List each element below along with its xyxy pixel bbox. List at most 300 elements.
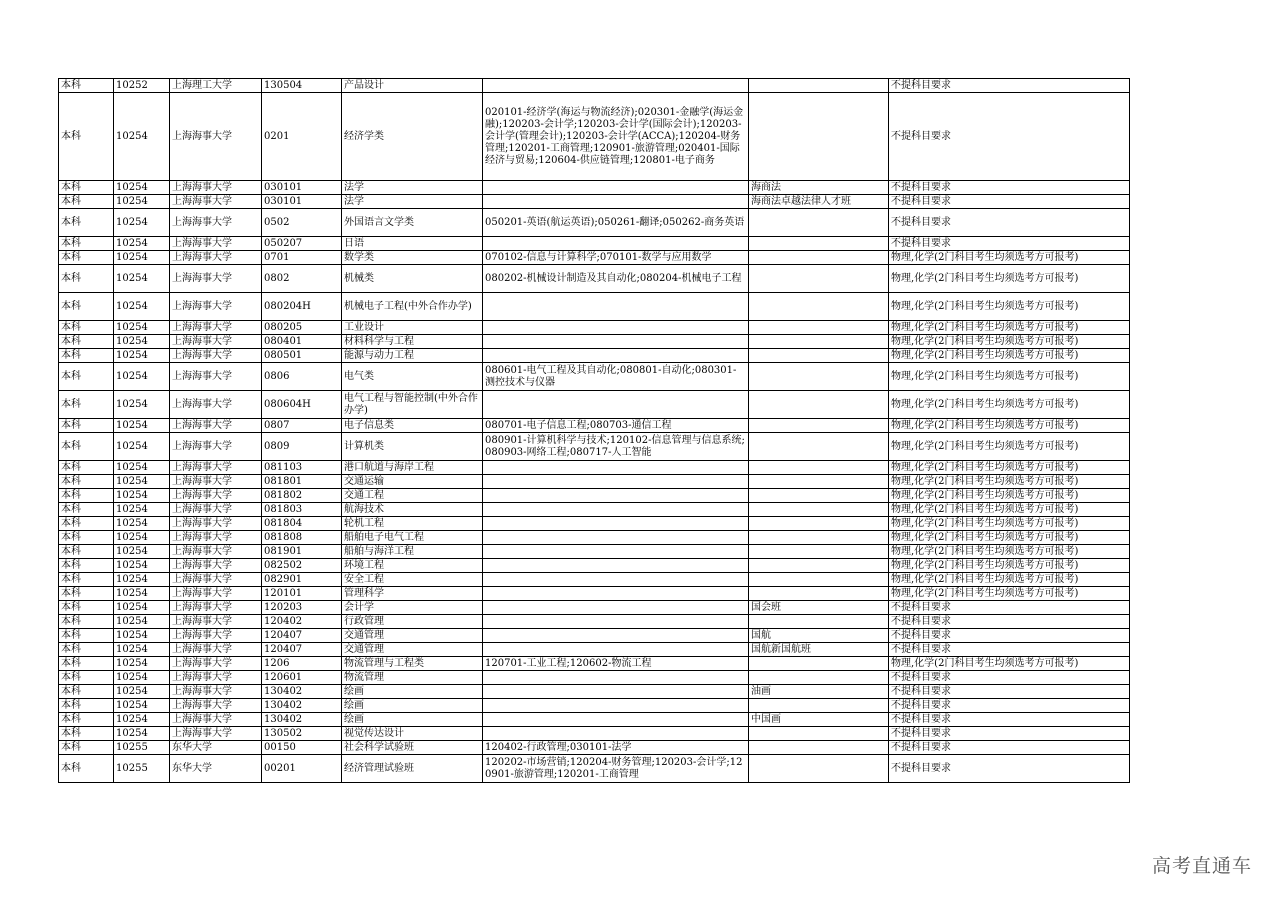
cell-remark bbox=[749, 237, 889, 251]
cell-major-code: 130402 bbox=[262, 713, 342, 727]
cell-remark bbox=[749, 545, 889, 559]
cell-major-code: 030101 bbox=[262, 195, 342, 209]
cell-major-name: 会计学 bbox=[342, 601, 483, 615]
cell-school-name: 上海海事大学 bbox=[170, 587, 262, 601]
cell-major-name: 计算机类 bbox=[342, 433, 483, 461]
cell-major-name: 机械类 bbox=[342, 265, 483, 293]
table-row bbox=[59, 433, 1130, 461]
cell-major-name: 能源与动力工程 bbox=[342, 349, 483, 363]
table-row bbox=[59, 293, 1130, 321]
cell-included-majors bbox=[483, 699, 749, 713]
cell-included-majors: 080601-电气工程及其自动化;080801-自动化;080301-测控技术与仪器 bbox=[483, 363, 749, 391]
table-row bbox=[59, 629, 1130, 643]
table-row bbox=[59, 699, 1130, 713]
table-row bbox=[59, 671, 1130, 685]
cell-school-name: 上海海事大学 bbox=[170, 671, 262, 685]
cell-major-code: 081808 bbox=[262, 531, 342, 545]
cell-included-majors bbox=[483, 601, 749, 615]
cell-school-name: 上海海事大学 bbox=[170, 391, 262, 419]
cell-major-code: 120402 bbox=[262, 615, 342, 629]
cell-major-name: 机械电子工程(中外合作办学) bbox=[342, 293, 483, 321]
cell-level: 本科 bbox=[59, 335, 114, 349]
cell-school-code: 10254 bbox=[114, 209, 170, 237]
cell-major-code: 080401 bbox=[262, 335, 342, 349]
table-row bbox=[59, 657, 1130, 671]
cell-subject-requirement: 不提科目要求 bbox=[889, 181, 1130, 195]
cell-major-code: 0806 bbox=[262, 363, 342, 391]
cell-major-name: 视觉传达设计 bbox=[342, 727, 483, 741]
cell-major-name: 社会科学试验班 bbox=[342, 741, 483, 755]
cell-school-code: 10254 bbox=[114, 433, 170, 461]
cell-subject-requirement: 不提科目要求 bbox=[889, 671, 1130, 685]
table-row bbox=[59, 741, 1130, 755]
cell-remark bbox=[749, 363, 889, 391]
table-row bbox=[59, 335, 1130, 349]
cell-major-code: 081804 bbox=[262, 517, 342, 531]
cell-subject-requirement: 物理,化学(2门科目考生均须选考方可报考) bbox=[889, 419, 1130, 433]
cell-subject-requirement: 不提科目要求 bbox=[889, 741, 1130, 755]
cell-included-majors bbox=[483, 181, 749, 195]
cell-remark bbox=[749, 265, 889, 293]
cell-school-code: 10254 bbox=[114, 713, 170, 727]
cell-subject-requirement: 不提科目要求 bbox=[889, 615, 1130, 629]
cell-school-code: 10254 bbox=[114, 545, 170, 559]
cell-included-majors bbox=[483, 293, 749, 321]
table-row bbox=[59, 419, 1130, 433]
cell-subject-requirement: 不提科目要求 bbox=[889, 209, 1130, 237]
cell-school-code: 10254 bbox=[114, 93, 170, 181]
cell-included-majors bbox=[483, 349, 749, 363]
cell-level: 本科 bbox=[59, 391, 114, 419]
cell-school-name: 上海海事大学 bbox=[170, 181, 262, 195]
cell-level: 本科 bbox=[59, 363, 114, 391]
table-row bbox=[59, 181, 1130, 195]
cell-school-name: 上海海事大学 bbox=[170, 293, 262, 321]
cell-remark bbox=[749, 209, 889, 237]
cell-school-code: 10254 bbox=[114, 251, 170, 265]
cell-major-name: 绘画 bbox=[342, 699, 483, 713]
table-row bbox=[59, 195, 1130, 209]
cell-school-code: 10254 bbox=[114, 657, 170, 671]
cell-major-name: 物流管理 bbox=[342, 671, 483, 685]
cell-major-code: 130502 bbox=[262, 727, 342, 741]
cell-school-code: 10254 bbox=[114, 503, 170, 517]
cell-school-code: 10254 bbox=[114, 265, 170, 293]
cell-remark bbox=[749, 573, 889, 587]
cell-school-code: 10254 bbox=[114, 615, 170, 629]
cell-school-name: 上海海事大学 bbox=[170, 251, 262, 265]
cell-major-code: 081802 bbox=[262, 489, 342, 503]
table-row bbox=[59, 209, 1130, 237]
table-row bbox=[59, 475, 1130, 489]
cell-school-name: 上海理工大学 bbox=[170, 79, 262, 93]
cell-included-majors bbox=[483, 587, 749, 601]
cell-remark bbox=[749, 587, 889, 601]
cell-included-majors: 120701-工业工程;120602-物流工程 bbox=[483, 657, 749, 671]
cell-level: 本科 bbox=[59, 489, 114, 503]
cell-subject-requirement: 不提科目要求 bbox=[889, 643, 1130, 657]
cell-major-name: 经济学类 bbox=[342, 93, 483, 181]
table-row bbox=[59, 643, 1130, 657]
cell-school-name: 上海海事大学 bbox=[170, 363, 262, 391]
cell-level: 本科 bbox=[59, 545, 114, 559]
cell-remark bbox=[749, 657, 889, 671]
cell-major-code: 130504 bbox=[262, 79, 342, 93]
cell-school-name: 上海海事大学 bbox=[170, 657, 262, 671]
cell-subject-requirement: 物理,化学(2门科目考生均须选考方可报考) bbox=[889, 433, 1130, 461]
cell-included-majors bbox=[483, 531, 749, 545]
cell-school-code: 10254 bbox=[114, 293, 170, 321]
cell-major-code: 130402 bbox=[262, 699, 342, 713]
cell-subject-requirement: 物理,化学(2门科目考生均须选考方可报考) bbox=[889, 559, 1130, 573]
cell-school-code: 10254 bbox=[114, 587, 170, 601]
cell-remark: 油画 bbox=[749, 685, 889, 699]
cell-subject-requirement: 不提科目要求 bbox=[889, 727, 1130, 741]
cell-major-name: 工业设计 bbox=[342, 321, 483, 335]
cell-included-majors bbox=[483, 321, 749, 335]
cell-subject-requirement: 物理,化学(2门科目考生均须选考方可报考) bbox=[889, 321, 1130, 335]
cell-school-name: 上海海事大学 bbox=[170, 685, 262, 699]
cell-included-majors: 050201-英语(航运英语);050261-翻译;050262-商务英语 bbox=[483, 209, 749, 237]
cell-subject-requirement: 物理,化学(2门科目考生均须选考方可报考) bbox=[889, 657, 1130, 671]
cell-included-majors bbox=[483, 671, 749, 685]
cell-subject-requirement: 不提科目要求 bbox=[889, 713, 1130, 727]
cell-included-majors: 120202-市场营销;120204-财务管理;120203-会计学;120901-旅游管理;120201-工商管理 bbox=[483, 755, 749, 783]
cell-subject-requirement: 不提科目要求 bbox=[889, 685, 1130, 699]
cell-school-name: 上海海事大学 bbox=[170, 419, 262, 433]
cell-school-name: 上海海事大学 bbox=[170, 643, 262, 657]
cell-school-name: 上海海事大学 bbox=[170, 545, 262, 559]
cell-major-code: 130402 bbox=[262, 685, 342, 699]
cell-included-majors bbox=[483, 237, 749, 251]
cell-school-name: 上海海事大学 bbox=[170, 727, 262, 741]
cell-subject-requirement: 物理,化学(2门科目考生均须选考方可报考) bbox=[889, 587, 1130, 601]
cell-included-majors bbox=[483, 643, 749, 657]
cell-major-code: 081901 bbox=[262, 545, 342, 559]
cell-remark bbox=[749, 727, 889, 741]
cell-remark bbox=[749, 615, 889, 629]
cell-included-majors bbox=[483, 517, 749, 531]
cell-remark: 国会班 bbox=[749, 601, 889, 615]
table-row bbox=[59, 685, 1130, 699]
cell-major-name: 经济管理试验班 bbox=[342, 755, 483, 783]
cell-school-name: 上海海事大学 bbox=[170, 489, 262, 503]
cell-level: 本科 bbox=[59, 237, 114, 251]
cell-major-name: 航海技术 bbox=[342, 503, 483, 517]
cell-level: 本科 bbox=[59, 349, 114, 363]
table-row bbox=[59, 79, 1130, 93]
cell-remark: 海商法 bbox=[749, 181, 889, 195]
cell-school-name: 东华大学 bbox=[170, 755, 262, 783]
cell-level: 本科 bbox=[59, 559, 114, 573]
table-row bbox=[59, 251, 1130, 265]
cell-subject-requirement: 物理,化学(2门科目考生均须选考方可报考) bbox=[889, 545, 1130, 559]
cell-major-name: 交通管理 bbox=[342, 629, 483, 643]
cell-subject-requirement: 不提科目要求 bbox=[889, 195, 1130, 209]
cell-level: 本科 bbox=[59, 93, 114, 181]
cell-school-name: 东华大学 bbox=[170, 741, 262, 755]
cell-level: 本科 bbox=[59, 657, 114, 671]
cell-school-name: 上海海事大学 bbox=[170, 531, 262, 545]
cell-school-code: 10254 bbox=[114, 363, 170, 391]
cell-major-name: 安全工程 bbox=[342, 573, 483, 587]
cell-major-name: 材料科学与工程 bbox=[342, 335, 483, 349]
table-row bbox=[59, 545, 1130, 559]
cell-included-majors bbox=[483, 475, 749, 489]
cell-subject-requirement: 不提科目要求 bbox=[889, 629, 1130, 643]
cell-school-code: 10254 bbox=[114, 629, 170, 643]
cell-major-code: 0802 bbox=[262, 265, 342, 293]
cell-major-code: 120601 bbox=[262, 671, 342, 685]
cell-remark bbox=[749, 433, 889, 461]
cell-school-code: 10254 bbox=[114, 349, 170, 363]
cell-included-majors bbox=[483, 629, 749, 643]
cell-subject-requirement: 不提科目要求 bbox=[889, 93, 1130, 181]
cell-subject-requirement: 物理,化学(2门科目考生均须选考方可报考) bbox=[889, 349, 1130, 363]
cell-school-name: 上海海事大学 bbox=[170, 209, 262, 237]
cell-remark bbox=[749, 671, 889, 685]
cell-school-code: 10254 bbox=[114, 671, 170, 685]
cell-major-name: 绘画 bbox=[342, 713, 483, 727]
cell-level: 本科 bbox=[59, 321, 114, 335]
cell-school-code: 10254 bbox=[114, 335, 170, 349]
table-row bbox=[59, 601, 1130, 615]
cell-included-majors: 070102-信息与计算科学;070101-数学与应用数学 bbox=[483, 251, 749, 265]
cell-level: 本科 bbox=[59, 531, 114, 545]
cell-major-name: 法学 bbox=[342, 195, 483, 209]
cell-remark bbox=[749, 531, 889, 545]
cell-school-code: 10254 bbox=[114, 517, 170, 531]
cell-remark bbox=[749, 503, 889, 517]
cell-included-majors bbox=[483, 727, 749, 741]
cell-school-name: 上海海事大学 bbox=[170, 461, 262, 475]
cell-subject-requirement: 物理,化学(2门科目考生均须选考方可报考) bbox=[889, 363, 1130, 391]
table-row bbox=[59, 391, 1130, 419]
cell-school-name: 上海海事大学 bbox=[170, 573, 262, 587]
cell-remark bbox=[749, 489, 889, 503]
cell-included-majors bbox=[483, 615, 749, 629]
cell-major-name: 绘画 bbox=[342, 685, 483, 699]
cell-level: 本科 bbox=[59, 251, 114, 265]
cell-level: 本科 bbox=[59, 755, 114, 783]
watermark-logo-text: 高考直通车 bbox=[1151, 855, 1252, 877]
cell-major-code: 080501 bbox=[262, 349, 342, 363]
cell-major-name: 外国语言文学类 bbox=[342, 209, 483, 237]
cell-major-code: 00201 bbox=[262, 755, 342, 783]
cell-school-name: 上海海事大学 bbox=[170, 629, 262, 643]
cell-included-majors bbox=[483, 685, 749, 699]
cell-school-code: 10254 bbox=[114, 181, 170, 195]
cell-school-code: 10254 bbox=[114, 195, 170, 209]
cell-remark bbox=[749, 419, 889, 433]
cell-school-code: 10254 bbox=[114, 489, 170, 503]
cell-major-name: 船舶与海洋工程 bbox=[342, 545, 483, 559]
cell-subject-requirement: 不提科目要求 bbox=[889, 755, 1130, 783]
cell-included-majors bbox=[483, 391, 749, 419]
cell-included-majors: 080202-机械设计制造及其自动化;080204-机械电子工程 bbox=[483, 265, 749, 293]
cell-remark bbox=[749, 349, 889, 363]
table-row bbox=[59, 237, 1130, 251]
cell-school-name: 上海海事大学 bbox=[170, 713, 262, 727]
table-row bbox=[59, 573, 1130, 587]
cell-school-code: 10254 bbox=[114, 475, 170, 489]
cell-major-code: 1206 bbox=[262, 657, 342, 671]
cell-school-name: 上海海事大学 bbox=[170, 335, 262, 349]
cell-major-name: 管理科学 bbox=[342, 587, 483, 601]
cell-level: 本科 bbox=[59, 629, 114, 643]
cell-school-name: 上海海事大学 bbox=[170, 559, 262, 573]
cell-level: 本科 bbox=[59, 699, 114, 713]
cell-subject-requirement: 物理,化学(2门科目考生均须选考方可报考) bbox=[889, 503, 1130, 517]
cell-major-name: 环境工程 bbox=[342, 559, 483, 573]
cell-remark: 国航新国航班 bbox=[749, 643, 889, 657]
cell-major-code: 120407 bbox=[262, 643, 342, 657]
cell-included-majors: 120402-行政管理;030101-法学 bbox=[483, 741, 749, 755]
cell-level: 本科 bbox=[59, 587, 114, 601]
cell-level: 本科 bbox=[59, 727, 114, 741]
cell-remark bbox=[749, 461, 889, 475]
cell-major-name: 产品设计 bbox=[342, 79, 483, 93]
cell-major-code: 00150 bbox=[262, 741, 342, 755]
cell-school-code: 10254 bbox=[114, 461, 170, 475]
cell-included-majors bbox=[483, 489, 749, 503]
cell-remark bbox=[749, 293, 889, 321]
cell-level: 本科 bbox=[59, 741, 114, 755]
cell-major-code: 0701 bbox=[262, 251, 342, 265]
cell-subject-requirement: 物理,化学(2门科目考生均须选考方可报考) bbox=[889, 475, 1130, 489]
cell-included-majors bbox=[483, 545, 749, 559]
cell-school-name: 上海海事大学 bbox=[170, 699, 262, 713]
cell-major-code: 120101 bbox=[262, 587, 342, 601]
cell-major-code: 120407 bbox=[262, 629, 342, 643]
cell-level: 本科 bbox=[59, 615, 114, 629]
table-row bbox=[59, 93, 1130, 181]
cell-school-code: 10254 bbox=[114, 699, 170, 713]
cell-included-majors bbox=[483, 559, 749, 573]
cell-remark: 中国画 bbox=[749, 713, 889, 727]
cell-remark bbox=[749, 335, 889, 349]
cell-level: 本科 bbox=[59, 209, 114, 237]
cell-major-name: 交通工程 bbox=[342, 489, 483, 503]
cell-subject-requirement: 物理,化学(2门科目考生均须选考方可报考) bbox=[889, 489, 1130, 503]
admission-requirements-table bbox=[58, 78, 1130, 783]
cell-school-name: 上海海事大学 bbox=[170, 517, 262, 531]
cell-level: 本科 bbox=[59, 181, 114, 195]
cell-remark bbox=[749, 321, 889, 335]
cell-remark: 国航 bbox=[749, 629, 889, 643]
cell-level: 本科 bbox=[59, 195, 114, 209]
cell-subject-requirement: 不提科目要求 bbox=[889, 79, 1130, 93]
cell-remark: 海商法卓越法律人才班 bbox=[749, 195, 889, 209]
cell-subject-requirement: 物理,化学(2门科目考生均须选考方可报考) bbox=[889, 573, 1130, 587]
table-row bbox=[59, 727, 1130, 741]
cell-major-code: 030101 bbox=[262, 181, 342, 195]
cell-level: 本科 bbox=[59, 685, 114, 699]
cell-level: 本科 bbox=[59, 475, 114, 489]
cell-remark bbox=[749, 79, 889, 93]
cell-school-name: 上海海事大学 bbox=[170, 503, 262, 517]
cell-included-majors: 020101-经济学(海运与物流经济);020301-金融学(海运金融);120203-会计学;120203-会计学(国际会计);120203-会计学(管理会计);120203-会计学(ACCA);120204-财务管理;120201-工商管理;120901-旅游管理;020401-国际经济与贸易;120604-供应链管理;120801-电子商务 bbox=[483, 93, 749, 181]
cell-school-code: 10254 bbox=[114, 321, 170, 335]
table-row bbox=[59, 461, 1130, 475]
cell-subject-requirement: 物理,化学(2门科目考生均须选考方可报考) bbox=[889, 293, 1130, 321]
cell-level: 本科 bbox=[59, 293, 114, 321]
cell-major-name: 数学类 bbox=[342, 251, 483, 265]
cell-subject-requirement: 物理,化学(2门科目考生均须选考方可报考) bbox=[889, 517, 1130, 531]
cell-school-code: 10254 bbox=[114, 727, 170, 741]
cell-level: 本科 bbox=[59, 573, 114, 587]
cell-school-code: 10254 bbox=[114, 601, 170, 615]
cell-school-code: 10254 bbox=[114, 685, 170, 699]
table-row bbox=[59, 363, 1130, 391]
cell-school-code: 10254 bbox=[114, 573, 170, 587]
cell-school-name: 上海海事大学 bbox=[170, 349, 262, 363]
cell-major-name: 轮机工程 bbox=[342, 517, 483, 531]
table-row bbox=[59, 531, 1130, 545]
cell-level: 本科 bbox=[59, 79, 114, 93]
cell-school-code: 10254 bbox=[114, 391, 170, 419]
cell-major-name: 物流管理与工程类 bbox=[342, 657, 483, 671]
cell-school-name: 上海海事大学 bbox=[170, 265, 262, 293]
cell-major-code: 080205 bbox=[262, 321, 342, 335]
cell-school-code: 10254 bbox=[114, 531, 170, 545]
cell-subject-requirement: 物理,化学(2门科目考生均须选考方可报考) bbox=[889, 391, 1130, 419]
cell-major-name: 交通管理 bbox=[342, 643, 483, 657]
table-row bbox=[59, 489, 1130, 503]
cell-level: 本科 bbox=[59, 643, 114, 657]
cell-level: 本科 bbox=[59, 461, 114, 475]
cell-remark bbox=[749, 517, 889, 531]
cell-level: 本科 bbox=[59, 265, 114, 293]
cell-subject-requirement: 物理,化学(2门科目考生均须选考方可报考) bbox=[889, 461, 1130, 475]
cell-major-code: 081801 bbox=[262, 475, 342, 489]
cell-included-majors: 080901-计算机科学与技术;120102-信息管理与信息系统;080903-网络工程;080717-人工智能 bbox=[483, 433, 749, 461]
cell-major-code: 050207 bbox=[262, 237, 342, 251]
cell-subject-requirement: 物理,化学(2门科目考生均须选考方可报考) bbox=[889, 531, 1130, 545]
cell-included-majors bbox=[483, 79, 749, 93]
cell-school-code: 10252 bbox=[114, 79, 170, 93]
cell-major-code: 081103 bbox=[262, 461, 342, 475]
cell-major-name: 日语 bbox=[342, 237, 483, 251]
cell-included-majors bbox=[483, 335, 749, 349]
cell-school-name: 上海海事大学 bbox=[170, 615, 262, 629]
cell-remark bbox=[749, 475, 889, 489]
cell-major-code: 081803 bbox=[262, 503, 342, 517]
table-row bbox=[59, 755, 1130, 783]
cell-school-name: 上海海事大学 bbox=[170, 433, 262, 461]
cell-remark bbox=[749, 93, 889, 181]
table-row bbox=[59, 713, 1130, 727]
cell-school-name: 上海海事大学 bbox=[170, 601, 262, 615]
cell-school-code: 10254 bbox=[114, 643, 170, 657]
cell-major-code: 080604H bbox=[262, 391, 342, 419]
cell-remark bbox=[749, 699, 889, 713]
cell-school-code: 10254 bbox=[114, 559, 170, 573]
cell-major-code: 0809 bbox=[262, 433, 342, 461]
cell-school-name: 上海海事大学 bbox=[170, 195, 262, 209]
cell-included-majors bbox=[483, 461, 749, 475]
cell-included-majors bbox=[483, 195, 749, 209]
table-row bbox=[59, 517, 1130, 531]
cell-included-majors: 080701-电子信息工程;080703-通信工程 bbox=[483, 419, 749, 433]
cell-school-code: 10255 bbox=[114, 755, 170, 783]
cell-school-name: 上海海事大学 bbox=[170, 321, 262, 335]
cell-level: 本科 bbox=[59, 419, 114, 433]
cell-major-code: 080204H bbox=[262, 293, 342, 321]
cell-level: 本科 bbox=[59, 433, 114, 461]
cell-subject-requirement: 物理,化学(2门科目考生均须选考方可报考) bbox=[889, 265, 1130, 293]
table-row bbox=[59, 587, 1130, 601]
